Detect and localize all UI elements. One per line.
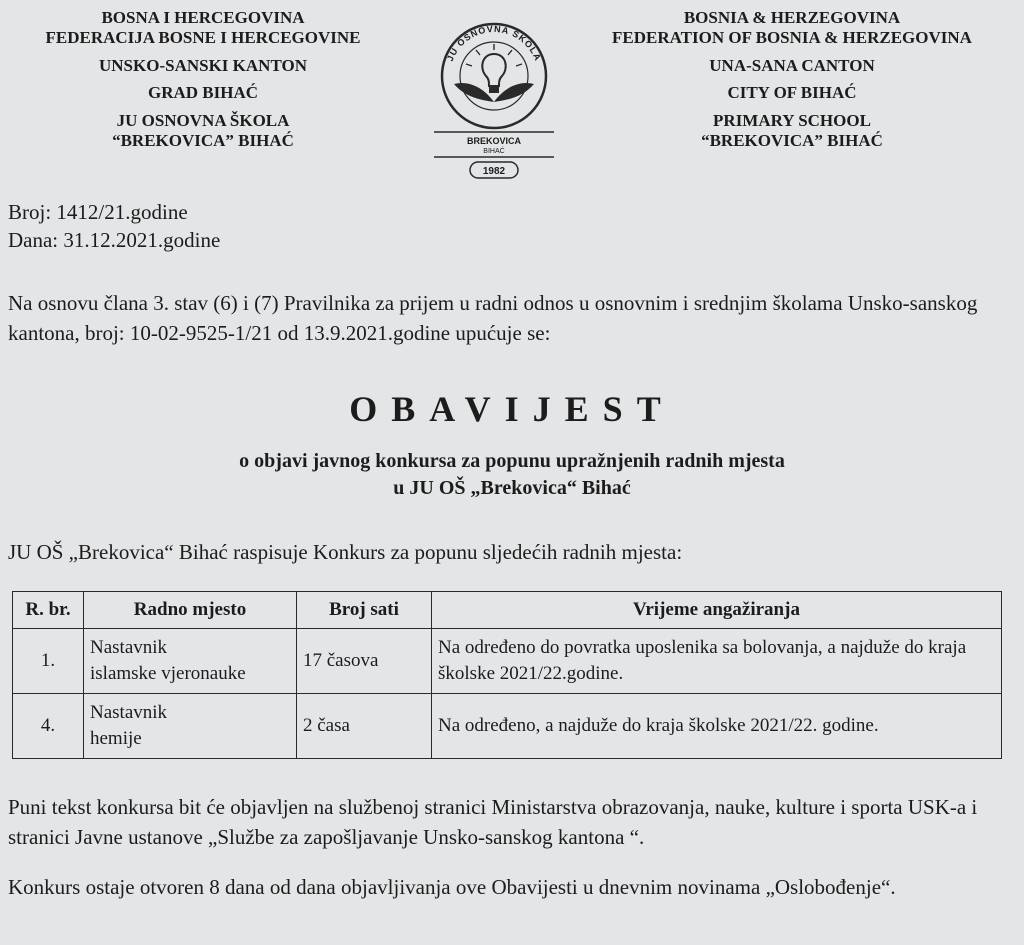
reference-number: Broj: 1412/21.godine xyxy=(8,200,188,224)
col-header-hours: Broj sati xyxy=(297,592,432,629)
cell-engagement: Na određeno, a najduže do kraja školske 2021/22. godine. xyxy=(432,694,1002,759)
city-bs: GRAD BIHAĆ xyxy=(147,83,259,103)
canton-en: UNA-SANA CANTON xyxy=(709,55,875,75)
positions-table xyxy=(12,591,1002,759)
document-date: Dana: 31.12.2021.godine xyxy=(8,228,221,252)
cell-position: Nastavnik islamske vjeronauke xyxy=(84,629,297,694)
table-row xyxy=(13,694,1002,759)
school-logo xyxy=(424,14,564,184)
svg-text:1982: 1982 xyxy=(482,166,506,177)
cell-engagement: Na određeno do povratka uposlenika sa bolovanja, a najduže do kraja školske 2021/22.godine. xyxy=(432,629,1002,694)
col-header-number: R. br. xyxy=(13,592,84,629)
col-header-position: Radno mjesto xyxy=(84,592,297,629)
school-name-bs: “BREKOVICA” BIHAĆ xyxy=(112,130,294,150)
lead-sentence: JU OŠ „Brekovica“ Bihać raspisuje Konkurs za popunu sljedećih radnih mjesta: xyxy=(8,540,683,564)
svg-text:BIHAĆ: BIHAĆ xyxy=(483,148,505,155)
cell-hours: 2 časa xyxy=(297,694,432,759)
table-header-row xyxy=(13,592,1002,629)
country-bs: BOSNA I HERCEGOVINA xyxy=(101,8,305,27)
svg-text:BREKOVICA: BREKOVICA xyxy=(466,136,522,146)
document-meta xyxy=(8,198,220,254)
cell-number: 4. xyxy=(13,694,84,759)
cell-position: Nastavnik hemije xyxy=(84,694,297,759)
cell-hours: 17 časova xyxy=(297,629,432,694)
intro-paragraph: Na osnovu člana 3. stav (6) i (7) Pravilnika za prijem u radni odnos u osnovnim i srednjim školama Unsko-sanskog kantona, broj: 10-02-9525-1/21 od 13.9.2021.godine upućuje se: xyxy=(8,291,978,345)
cell-number: 1. xyxy=(13,629,84,694)
full-text-notice: Puni tekst konkursa bit će objavljen na službenoj stranici Ministarstva obrazovanja, nauke, kulture i sporta USK-a i stranici Javne ustanove „Službe za zapošljavanje Unsko-sanskog kantona “. xyxy=(8,795,978,849)
country-en: BOSNIA & HERZEGOVINA xyxy=(683,8,901,27)
canton-bs: UNSKO-SANSKI KANTON xyxy=(99,55,307,75)
letterhead-right xyxy=(592,8,992,151)
document-subtitle xyxy=(0,448,1024,502)
city-en: CITY OF BIHAĆ xyxy=(727,83,857,103)
letterhead-left xyxy=(18,8,388,151)
school-name-en: “BREKOVICA” BIHAĆ xyxy=(701,130,883,150)
subtitle-line-1: o objavi javnog konkursa za popunu upražnjenih radnih mjesta xyxy=(239,450,785,472)
school-type-bs: JU OSNOVNA ŠKOLA xyxy=(116,110,290,130)
lightbulb-book-emblem-icon xyxy=(424,14,564,184)
school-type-en: PRIMARY SCHOOL xyxy=(713,110,871,130)
subtitle-line-2: u JU OŠ „Brekovica“ Bihać xyxy=(393,477,631,499)
table-row xyxy=(13,629,1002,694)
federation-bs: FEDERACIJA BOSNE I HERCEGOVINE xyxy=(45,28,361,48)
svg-text:JU OSNOVNA ŠKOLA: JU OSNOVNA ŠKOLA xyxy=(444,23,544,63)
federation-en: FEDERATION OF BOSNIA & HERZEGOVINA xyxy=(612,28,972,48)
letterhead xyxy=(0,8,1024,188)
document-title: OBAVIJEST xyxy=(349,389,675,429)
col-header-engagement: Vrijeme angažiranja xyxy=(432,592,1002,629)
deadline-notice: Konkurs ostaje otvoren 8 dana od dana objavljivanja ove Obavijesti u dnevnim novinama „Oslobođenje“. xyxy=(8,875,896,899)
